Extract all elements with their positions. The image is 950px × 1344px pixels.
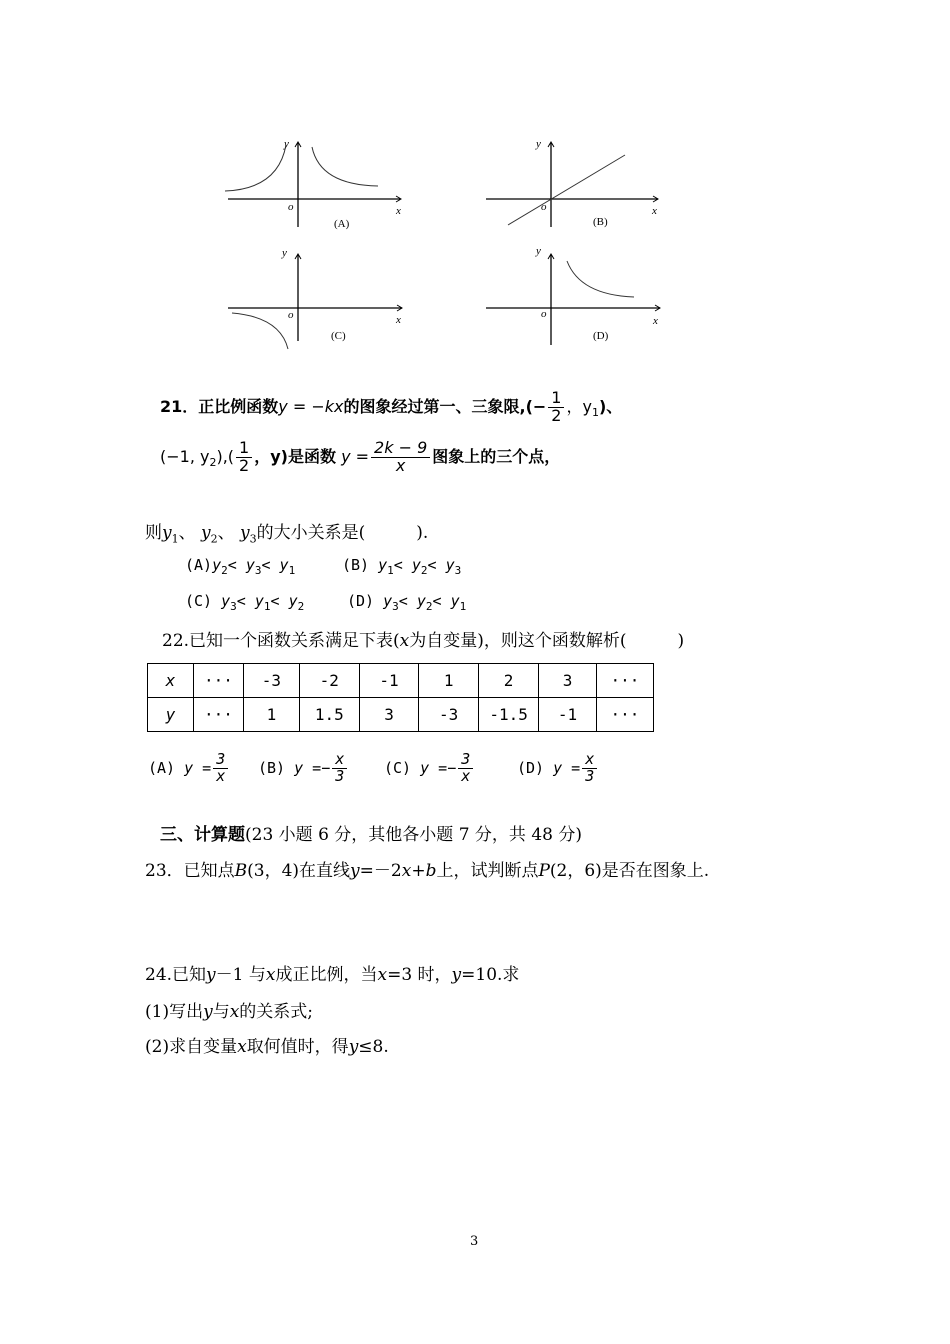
q22-option-a: (A) y = $\frac{3}{x}$ xyxy=(148,752,230,785)
graph-b xyxy=(480,135,670,230)
origin-label: o xyxy=(541,308,547,320)
y-axis-label: y xyxy=(536,245,541,257)
y-axis-label: y xyxy=(536,138,541,150)
q21-option-c: (C) $y_3< y_1< y_2$ xyxy=(185,592,305,613)
q22-table xyxy=(147,663,654,732)
q22-text: 22.已知一个函数关系满足下表(x为自变量)，则这个函数解析( ) xyxy=(162,631,685,651)
section-3-heading: 三、计算题(23 小题 6 分，其他各小题 7 分，共 48 分) xyxy=(160,825,582,845)
graph-caption: (A) xyxy=(334,218,350,230)
q24-line1: 24.已知y－1 与x成正比例，当x=3 时，y=10.求 xyxy=(145,965,520,985)
x-axis-label: x xyxy=(396,205,401,217)
q21-question: 则$y_1$、 $y_2$、 $y_3$的大小关系是( ). xyxy=(145,523,429,546)
q24-line2: (1)写出y与x的关系式; xyxy=(145,1002,314,1022)
table-row: x ··· -3 -2 -1 1 2 3 ··· xyxy=(148,664,654,698)
graph-caption: (D) xyxy=(593,330,609,342)
q22-option-d: (D) y = $\frac{x}{3}$ xyxy=(517,752,599,785)
fraction-2k-9-over-x: $\frac{2k - 9}{x}$ xyxy=(371,440,430,475)
q21-option-b: (B) $y_1< y_2< y_3$ xyxy=(342,556,462,577)
y-axis-label: y xyxy=(284,138,289,150)
origin-label: o xyxy=(288,309,294,321)
q22-option-c: (C) y =− $\frac{3}{x}$ xyxy=(384,752,475,785)
page-number: 3 xyxy=(470,1234,479,1249)
y-axis-label: y xyxy=(282,247,287,259)
graph-d xyxy=(480,245,670,353)
graph-c xyxy=(220,245,410,353)
x-axis-label: x xyxy=(396,314,401,326)
table-row: y ··· 1 1.5 3 -3 -1.5 -1 ··· xyxy=(148,698,654,732)
q22-option-b: (B) y =− $\frac{x}{3}$ xyxy=(258,752,349,785)
x-axis-label: x xyxy=(653,315,658,327)
graph-a xyxy=(220,135,410,230)
origin-label: o xyxy=(541,201,547,213)
graph-caption: (C) xyxy=(331,330,346,342)
origin-label: o xyxy=(288,201,294,213)
q23-text: 23．已知点B(3，4)在直线y=－2x+b上，试判断点P(2，6)是否在图象上. xyxy=(145,861,710,881)
x-axis-label: x xyxy=(652,205,657,217)
q21-line2: (−1, $y_2$),( $\frac{1}{2}$ ，y)是函数 y = $\frac{2k - 9}{x}$ 图象上的三个点， xyxy=(160,438,561,475)
q21-line1: 21．正比例函数y = −kx的图象经过第一、三象限,(− $\frac{1}{2}$ ，$y_1$)、 xyxy=(160,388,623,425)
fraction-half: $\frac{1}{2}$ xyxy=(548,390,564,425)
q21-option-a: $(A)y_2< y_3< y_1$ xyxy=(185,556,296,577)
q24-line3: (2)求自变量x取何值时，得y≤8. xyxy=(145,1037,389,1057)
graph-caption: (B) xyxy=(593,216,608,228)
fraction-half: $\frac{1}{2}$ xyxy=(236,440,252,475)
q21-option-d: (D) $y_3< y_2< y_1$ xyxy=(347,592,467,613)
